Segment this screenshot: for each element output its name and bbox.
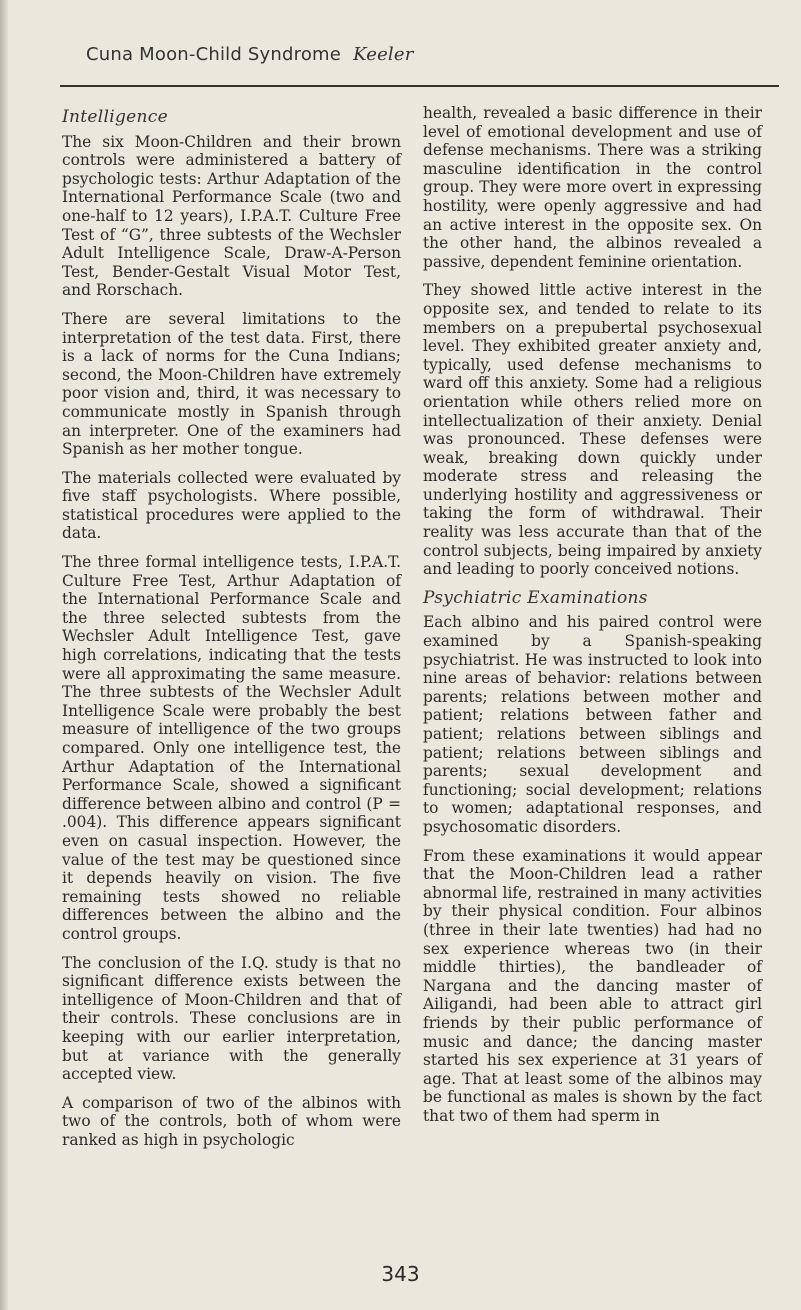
article-title: Cuna Moon-Child Syndrome <box>86 44 342 65</box>
paragraph: From these examinations it would appear that the Moon-Children lead a rather abnormal life, restrained in many activities by their physical condition. Four albinos (three in their late twenties) had had no sex experience whereas two (in their middle thirties), the bandleader of Nargana and the dancing master of Ailigandi, had been able to attract girl friends by their public performance of music and dance; the dancing master started his sex experience at 31 years of age. That at least some of the albinos may be functional as males is shown by the fact that two of them had sperm in <box>423 846 762 1125</box>
paragraph: Each albino and his paired control were examined by a Spanish-speaking psychiatrist. He was instructed to look into nine areas of behavior: relations between parents; relations between mother and patient; relations between father and patient; relations between siblings and patient; relations between siblings and parents; sexual development and functioning; social development; relations to women; adaptational responses, and psychosomatic disorders. <box>423 613 762 836</box>
paragraph: A comparison of two of the albinos with two of the controls, both of whom were ranked as high in psychologic <box>62 1093 401 1149</box>
paragraph: The three formal intelligence tests, I.P.A.T. Culture Free Test, Arthur Adaptation of the International Performance Scale and the three selected subtests from the Wechsler Adult Intelligence Test, gave high correlations, indicating that the tests were all approximating the same measure. The three subtests of the Wechsler Adult Intelligence Scale were probably the best measure of intelligence of the two groups compared. Only one intelligence test, the Arthur Adaptation of the International Performance Scale, showed a significant difference between albino and control (P = .004). This difference appears significant even on casual inspection. However, the value of the test may be questioned since it depends heavily on vision. The five remaining tests showed no reliable differences between the albino and the control groups. <box>62 553 401 943</box>
right-column <box>423 104 762 1135</box>
paragraph: They showed little active interest in the opposite sex, and tended to relate to its members on a prepubertal psychosexual level. They exhibited greater anxiety and, typically, used defense mechanisms to ward off this anxiety. Some had a religious orientation while others relied more on intellectualization of their anxiety. Denial was pronounced. These defenses were weak, breaking down quickly under moderate stress and releasing the underlying hostility and aggressiveness or taking the form of withdrawal. Their reality was less accurate than that of the control subjects, being impaired by anxiety and leading to poorly conceived notions. <box>423 281 762 579</box>
section-heading-intelligence: Intelligence <box>62 107 168 127</box>
section-heading-psychiatric-examinations: Psychiatric Examinations <box>423 587 648 608</box>
running-head <box>86 44 414 65</box>
paragraph: The materials collected were evaluated by five staff psychologists. Where possible, statistical procedures were applied to the data. <box>62 468 401 543</box>
paragraph: There are several limitations to the interpretation of the test data. First, there is a lack of norms for the Cuna Indians; second, the Moon-Children have extremely poor vision and, third, it was necessary to communicate mostly in Spanish through an interpreter. One of the examiners had Spanish as her mother tongue. <box>62 309 401 459</box>
author-name: Keeler <box>353 44 414 65</box>
header-rule <box>60 85 779 87</box>
page-binding-edge <box>0 0 8 1310</box>
paragraph: The conclusion of the I.Q. study is that no significant difference exists between the intelligence of Moon-Children and that of their controls. These conclusions are in keeping with our earlier interpretation, but at variance with the generally accepted view. <box>62 953 401 1084</box>
page-number: 343 <box>381 1262 420 1286</box>
left-column <box>62 104 401 1159</box>
paragraph: The six Moon-Children and their brown controls were administered a battery of psychologic tests: Arthur Adaptation of the International Performance Scale (two and one-half to 12 years), I.P.A.T. Culture Free Test of “G”, three subtests of the Wechsler Adult Intelligence Scale, Draw-A-Person Test, Bender-Gestalt Visual Motor Test, and Rorschach. <box>62 132 401 300</box>
paragraph: health, revealed a basic difference in their level of emotional development and use of defense mechanisms. There was a striking masculine identification in the control group. They were more overt in expressing hostility, were openly aggressive and had an active interest in the opposite sex. On the other hand, the albinos revealed a passive, dependent feminine orientation. <box>423 104 762 271</box>
